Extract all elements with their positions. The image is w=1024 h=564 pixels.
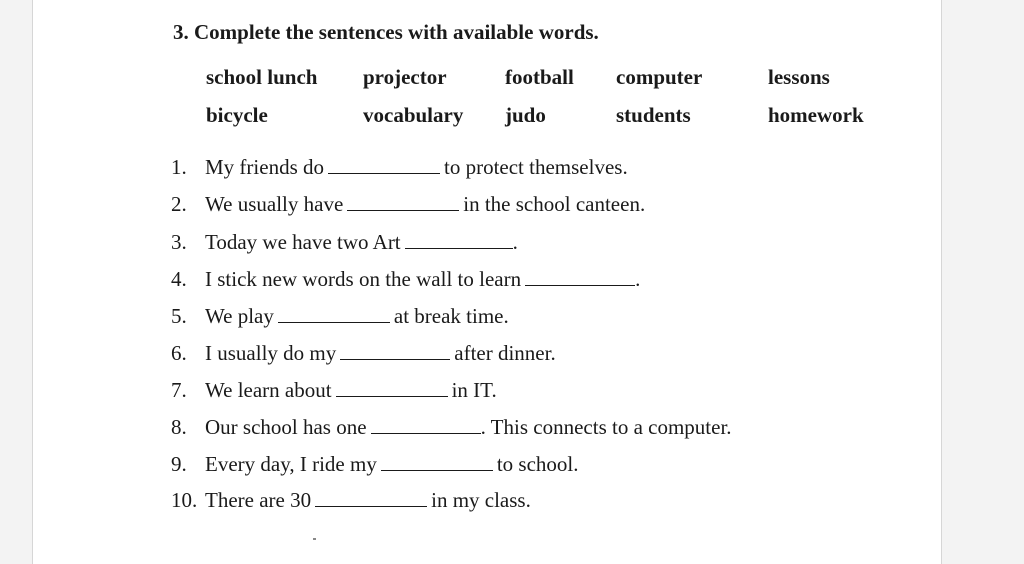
word-bank-item: school lunch: [206, 65, 318, 89]
sentence-text-before: I stick new words on the wall to learn: [205, 267, 522, 291]
answer-blank[interactable]: [347, 192, 459, 211]
sentence-text-after: . This connects to a computer.: [480, 415, 732, 439]
sentence-text-before: We play: [205, 304, 274, 328]
sentence-item: [171, 303, 509, 329]
sentence-number: 6.: [171, 341, 187, 365]
sentence-text-before: Every day, I ride my: [205, 452, 377, 476]
sentence-text-before: My friends do: [205, 155, 324, 179]
sentence-number: 1.: [171, 155, 187, 179]
sentence-text-after: in my class.: [431, 488, 531, 512]
word-bank-item: bicycle: [206, 103, 268, 127]
sentence-item: [171, 487, 531, 513]
sentence-item: [171, 340, 556, 366]
sentence-item: [171, 229, 518, 255]
answer-blank[interactable]: [278, 304, 390, 323]
sentence-text-after: in IT.: [451, 378, 497, 402]
answer-blank[interactable]: [336, 378, 448, 397]
sentence-number: 3.: [171, 230, 187, 254]
worksheet-page: [32, 0, 942, 564]
answer-blank[interactable]: [381, 452, 493, 471]
sentence-number: 2.: [171, 192, 187, 216]
answer-blank[interactable]: [340, 341, 450, 360]
word-bank-item: projector: [363, 65, 447, 89]
sentence-text-after: at break time.: [393, 304, 509, 328]
word-bank-item: football: [505, 65, 574, 89]
word-bank-item: homework: [768, 103, 864, 127]
sentence-text-after: after dinner.: [454, 341, 556, 365]
word-bank-item: judo: [505, 103, 546, 127]
sentence-number: 7.: [171, 378, 187, 402]
sentence-text-after: to school.: [496, 452, 579, 476]
sentence-text-before: There are 30: [205, 488, 312, 512]
sentence-item: [171, 414, 732, 440]
sentence-text-before: I usually do my: [205, 341, 337, 365]
sentence-text-after: to protect themselves.: [444, 155, 628, 179]
word-bank-item: computer: [616, 65, 703, 89]
sentence-text-before: Today we have two Art: [205, 230, 401, 254]
sentence-text-before: We learn about: [205, 378, 332, 402]
sentence-text-before: Our school has one: [205, 415, 367, 439]
word-bank-item: students: [616, 103, 691, 127]
sentence-number: 9.: [171, 452, 187, 476]
sentence-item: [171, 191, 645, 217]
sentence-number: 8.: [171, 415, 187, 439]
exercise-title: 3. Complete the sentences with available words.: [173, 20, 599, 44]
sentence-number: 5.: [171, 304, 187, 328]
answer-blank[interactable]: [405, 230, 513, 249]
sentence-number: 10.: [171, 488, 198, 512]
answer-blank[interactable]: [371, 415, 481, 434]
sentence-item: [171, 451, 579, 477]
sentence-number: 4.: [171, 267, 187, 291]
answer-blank[interactable]: [315, 488, 427, 507]
stray-pen-mark: [313, 538, 316, 540]
word-bank-item: vocabulary: [363, 103, 464, 127]
sentence-text-after: .: [512, 230, 518, 254]
sentence-item: [171, 154, 628, 180]
sentence-text-after: .: [635, 267, 641, 291]
answer-blank[interactable]: [328, 155, 440, 174]
sentence-text-before: We usually have: [205, 192, 344, 216]
sentence-item: [171, 377, 497, 403]
sentence-text-after: in the school canteen.: [463, 192, 646, 216]
word-bank-item: lessons: [768, 65, 830, 89]
sentence-item: [171, 266, 640, 292]
answer-blank[interactable]: [525, 267, 635, 286]
